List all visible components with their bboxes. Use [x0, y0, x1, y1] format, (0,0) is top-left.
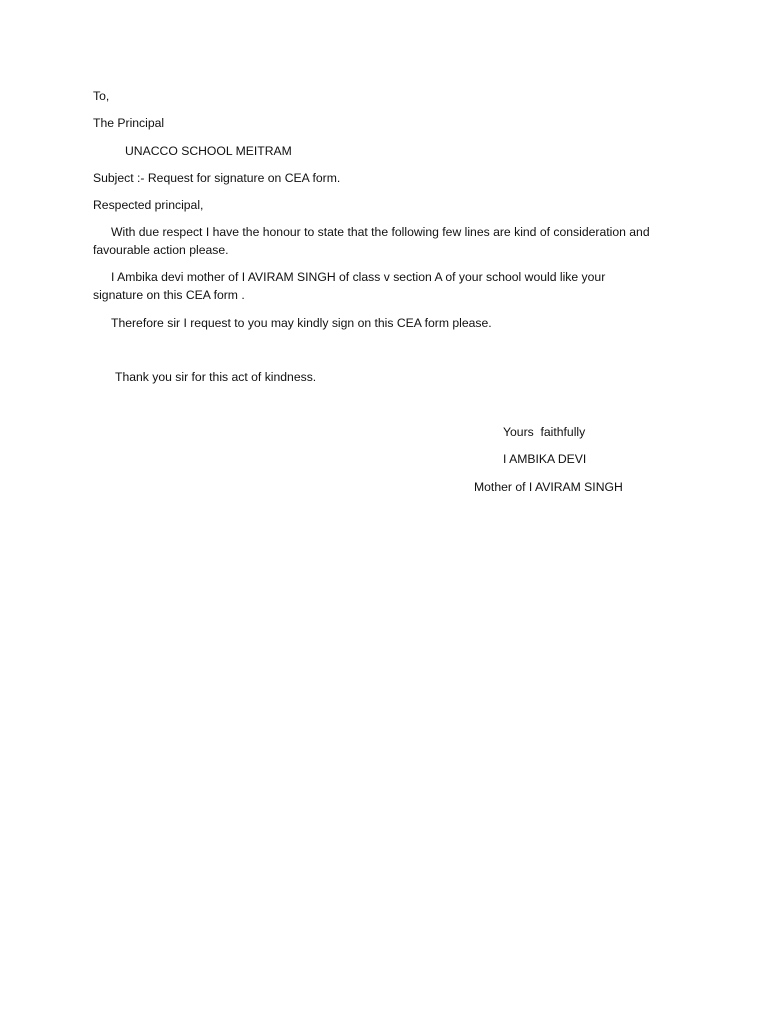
address-to: To,	[93, 89, 110, 103]
body-paragraph-1: With due respect I have the honour to state that the following few lines are kind of consideration and favourable action please.	[93, 225, 650, 257]
school-name: UNACCO SCHOOL MEITRAM	[125, 144, 292, 158]
thanks-line: Thank you sir for this act of kindness.	[115, 370, 317, 384]
signer-name: I AMBIKA DEVI	[503, 452, 587, 466]
body-paragraph-2: I Ambika devi mother of I AVIRAM SINGH of class v section A of your school would like your signature on this CEA form .	[93, 270, 606, 302]
closing-line: Yours faithfully	[503, 425, 586, 439]
subject-line: Subject :- Request for signature on CEA form.	[93, 171, 341, 185]
signer-relation: Mother of I AVIRAM SINGH	[474, 480, 623, 494]
recipient-title: The Principal	[93, 116, 165, 130]
body-paragraph-3: Therefore sir I request to you may kindly sign on this CEA form please.	[111, 316, 492, 330]
salutation: Respected principal,	[93, 198, 204, 212]
